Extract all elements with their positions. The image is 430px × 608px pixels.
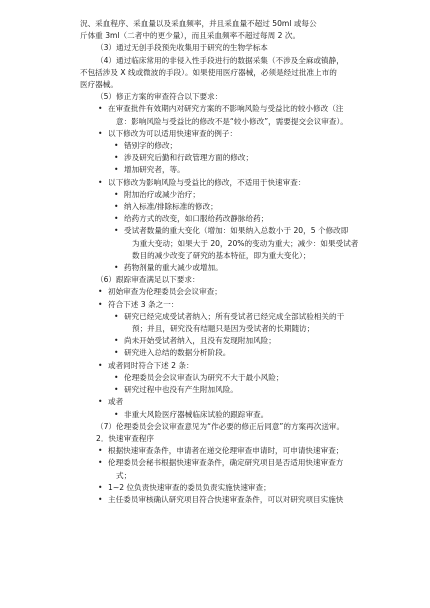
line-text: （6）跟踪审查满足以下要求： [96,275,200,285]
line-text: 附加治疗或减少治疗； [124,189,200,199]
bullet-icon: • [98,128,103,138]
text-line [80,421,400,433]
text-line [80,409,400,421]
text-line [80,482,400,494]
bullet-icon: • [98,299,103,309]
text-line [80,299,400,311]
line-text: 或者同时符合下述 2 条： [108,360,194,370]
line-text: 研究过程中也没有产生附加风险。 [124,385,238,395]
line-text: 符合下述 3 条之一： [108,299,179,309]
text-line [80,67,400,79]
bullet-icon: • [114,226,119,236]
text-line [80,360,400,372]
line-text: 数目的减少改变了研究的基本特征，即为重大变化）； [132,250,311,260]
line-text: 況、采血程序、采血量以及采血频率，并且采血量不超过 50ml 或每公 [80,19,317,28]
line-text: 2．快速审查程序 [96,433,154,443]
text-line [80,140,400,152]
bullet-icon: • [114,311,119,321]
text-line [80,323,400,335]
line-text: 受试者数量的重大变化（增加：如果纳入总数小于 20，5 个修改即 [124,226,349,236]
text-line [80,225,400,237]
line-text: 研究已经完成受试者纳入；所有受试者已经完成全部试验相关的干 [124,311,345,321]
text-line [80,30,400,42]
text-line [80,201,400,213]
bullet-icon: • [98,104,103,114]
bullet-icon: • [98,397,103,407]
line-text: 给药方式的改变，如口服给药改静脉给药； [124,214,269,224]
bullet-icon: • [98,482,103,492]
bullet-icon: • [114,153,119,163]
bullet-icon: • [114,372,119,382]
text-line [80,55,400,67]
text-line [80,445,400,457]
line-text: 1~2 位负责快速审查的委员负责实施快速审查； [108,482,271,492]
text-line [80,384,400,396]
text-line [80,470,400,482]
line-text: 错别字的修改； [124,141,178,151]
line-text: （4）通过临床常用的非侵入性手段进行的数据采集（不涉及全麻或镇静， [96,55,344,65]
line-text: 或者 [108,397,124,407]
text-line [80,286,400,298]
bullet-icon: • [114,263,119,273]
line-text: 主任委员审核确认研究项目符合快速审查条件，可以对研究项目实施快 [108,494,344,504]
text-line [80,335,400,347]
text-line [80,213,400,225]
text-line [80,347,400,359]
bullet-icon: • [114,189,119,199]
bullet-icon: • [114,348,119,358]
text-line [80,42,400,54]
line-text: （3）通过无创手段预先收集用于研究的生物学标本 [96,43,268,53]
bullet-icon: • [98,446,103,456]
text-line [80,238,400,250]
line-text: 根据快速审查条件，申请者在递交伦理审查申请时，可申请快速审查； [108,446,344,456]
line-text: 以下修改为可以适用快速审查的例子： [108,128,238,138]
line-text: 非重大风险医疗器械临床试验的跟踪审查。 [124,409,269,419]
text-line [80,103,400,115]
line-text: （5）修正方案的审查符合以下要求： [96,92,223,102]
line-text: 药物剂量的重大减少或增加。 [124,263,223,273]
line-text: 意：影响风险与受益比的修改不是“较小修改”，需要提交会议审查）。 [116,116,348,126]
line-text: 伦理委员会秘书根据快速审查条件，确定研究项目是否适用快速审查方 [108,458,344,468]
line-text: 在审查批件有效期内对研究方案的不影响风险与受益比的较小修改（注 [108,104,344,114]
bullet-icon: • [98,177,103,187]
text-line [80,494,400,506]
text-line [80,18,400,30]
bullet-icon: • [98,494,103,504]
text-line [80,79,400,91]
text-line [80,189,400,201]
text-line [80,152,400,164]
text-line [80,311,400,323]
text-line [80,164,400,176]
text-line [80,457,400,469]
bullet-icon: • [114,141,119,151]
line-text: 不包括涉及 X 线或微波的手段）。如果使用医疗器械，必须是经过批准上市的 [80,67,337,77]
bullet-icon: • [98,458,103,468]
bullet-icon: • [114,165,119,175]
text-line [80,128,400,140]
line-text: 斤体重 3ml（二者中的更少量），而且采血频率不超过每周 2 次。 [80,31,301,41]
text-line [80,274,400,286]
line-text: 研究进入总结的数据分析阶段。 [124,348,231,358]
bullet-icon: • [114,336,119,346]
text-line [80,372,400,384]
bullet-icon: • [114,385,119,395]
line-text: 伦理委员会会议审查认为研究不大于最小风险； [124,372,284,382]
line-text: 初始审查为伦理委员会会议审查； [108,287,222,297]
bullet-icon: • [114,202,119,212]
line-text: 纳入标准/排除标准的修改； [124,202,218,212]
text-line [80,91,400,103]
text-line [80,177,400,189]
line-text: 以下修改为影响风险与受益比的修改，不适用于快速审查： [108,177,306,187]
bullet-icon: • [98,360,103,370]
bullet-icon: • [98,287,103,297]
line-text: （7）伦理委员会会议审查意见为“作必要的修正后同意”的方案再次送审。 [96,421,345,431]
line-text: 尚未开始受试者纳入，且没有发现附加风险； [124,336,276,346]
line-text: 增加研究者，等。 [124,165,185,175]
line-text: 式； [116,470,132,480]
bullet-icon: • [114,214,119,224]
line-text: 医疗器械。 [80,80,118,90]
bullet-icon: • [114,409,119,419]
text-line [80,433,400,445]
text-line [80,396,400,408]
line-text: 涉及研究后勤和行政管理方面的修改； [124,153,254,163]
line-text: 预；并且，研究没有结题只是因为受试者的长期随访； [132,324,315,334]
text-line [80,116,400,128]
line-text: 为重大变动；如果大于 20，20%的变动为重大；减少：如果受试者 [132,238,359,248]
text-line [80,262,400,274]
text-line [80,250,400,262]
